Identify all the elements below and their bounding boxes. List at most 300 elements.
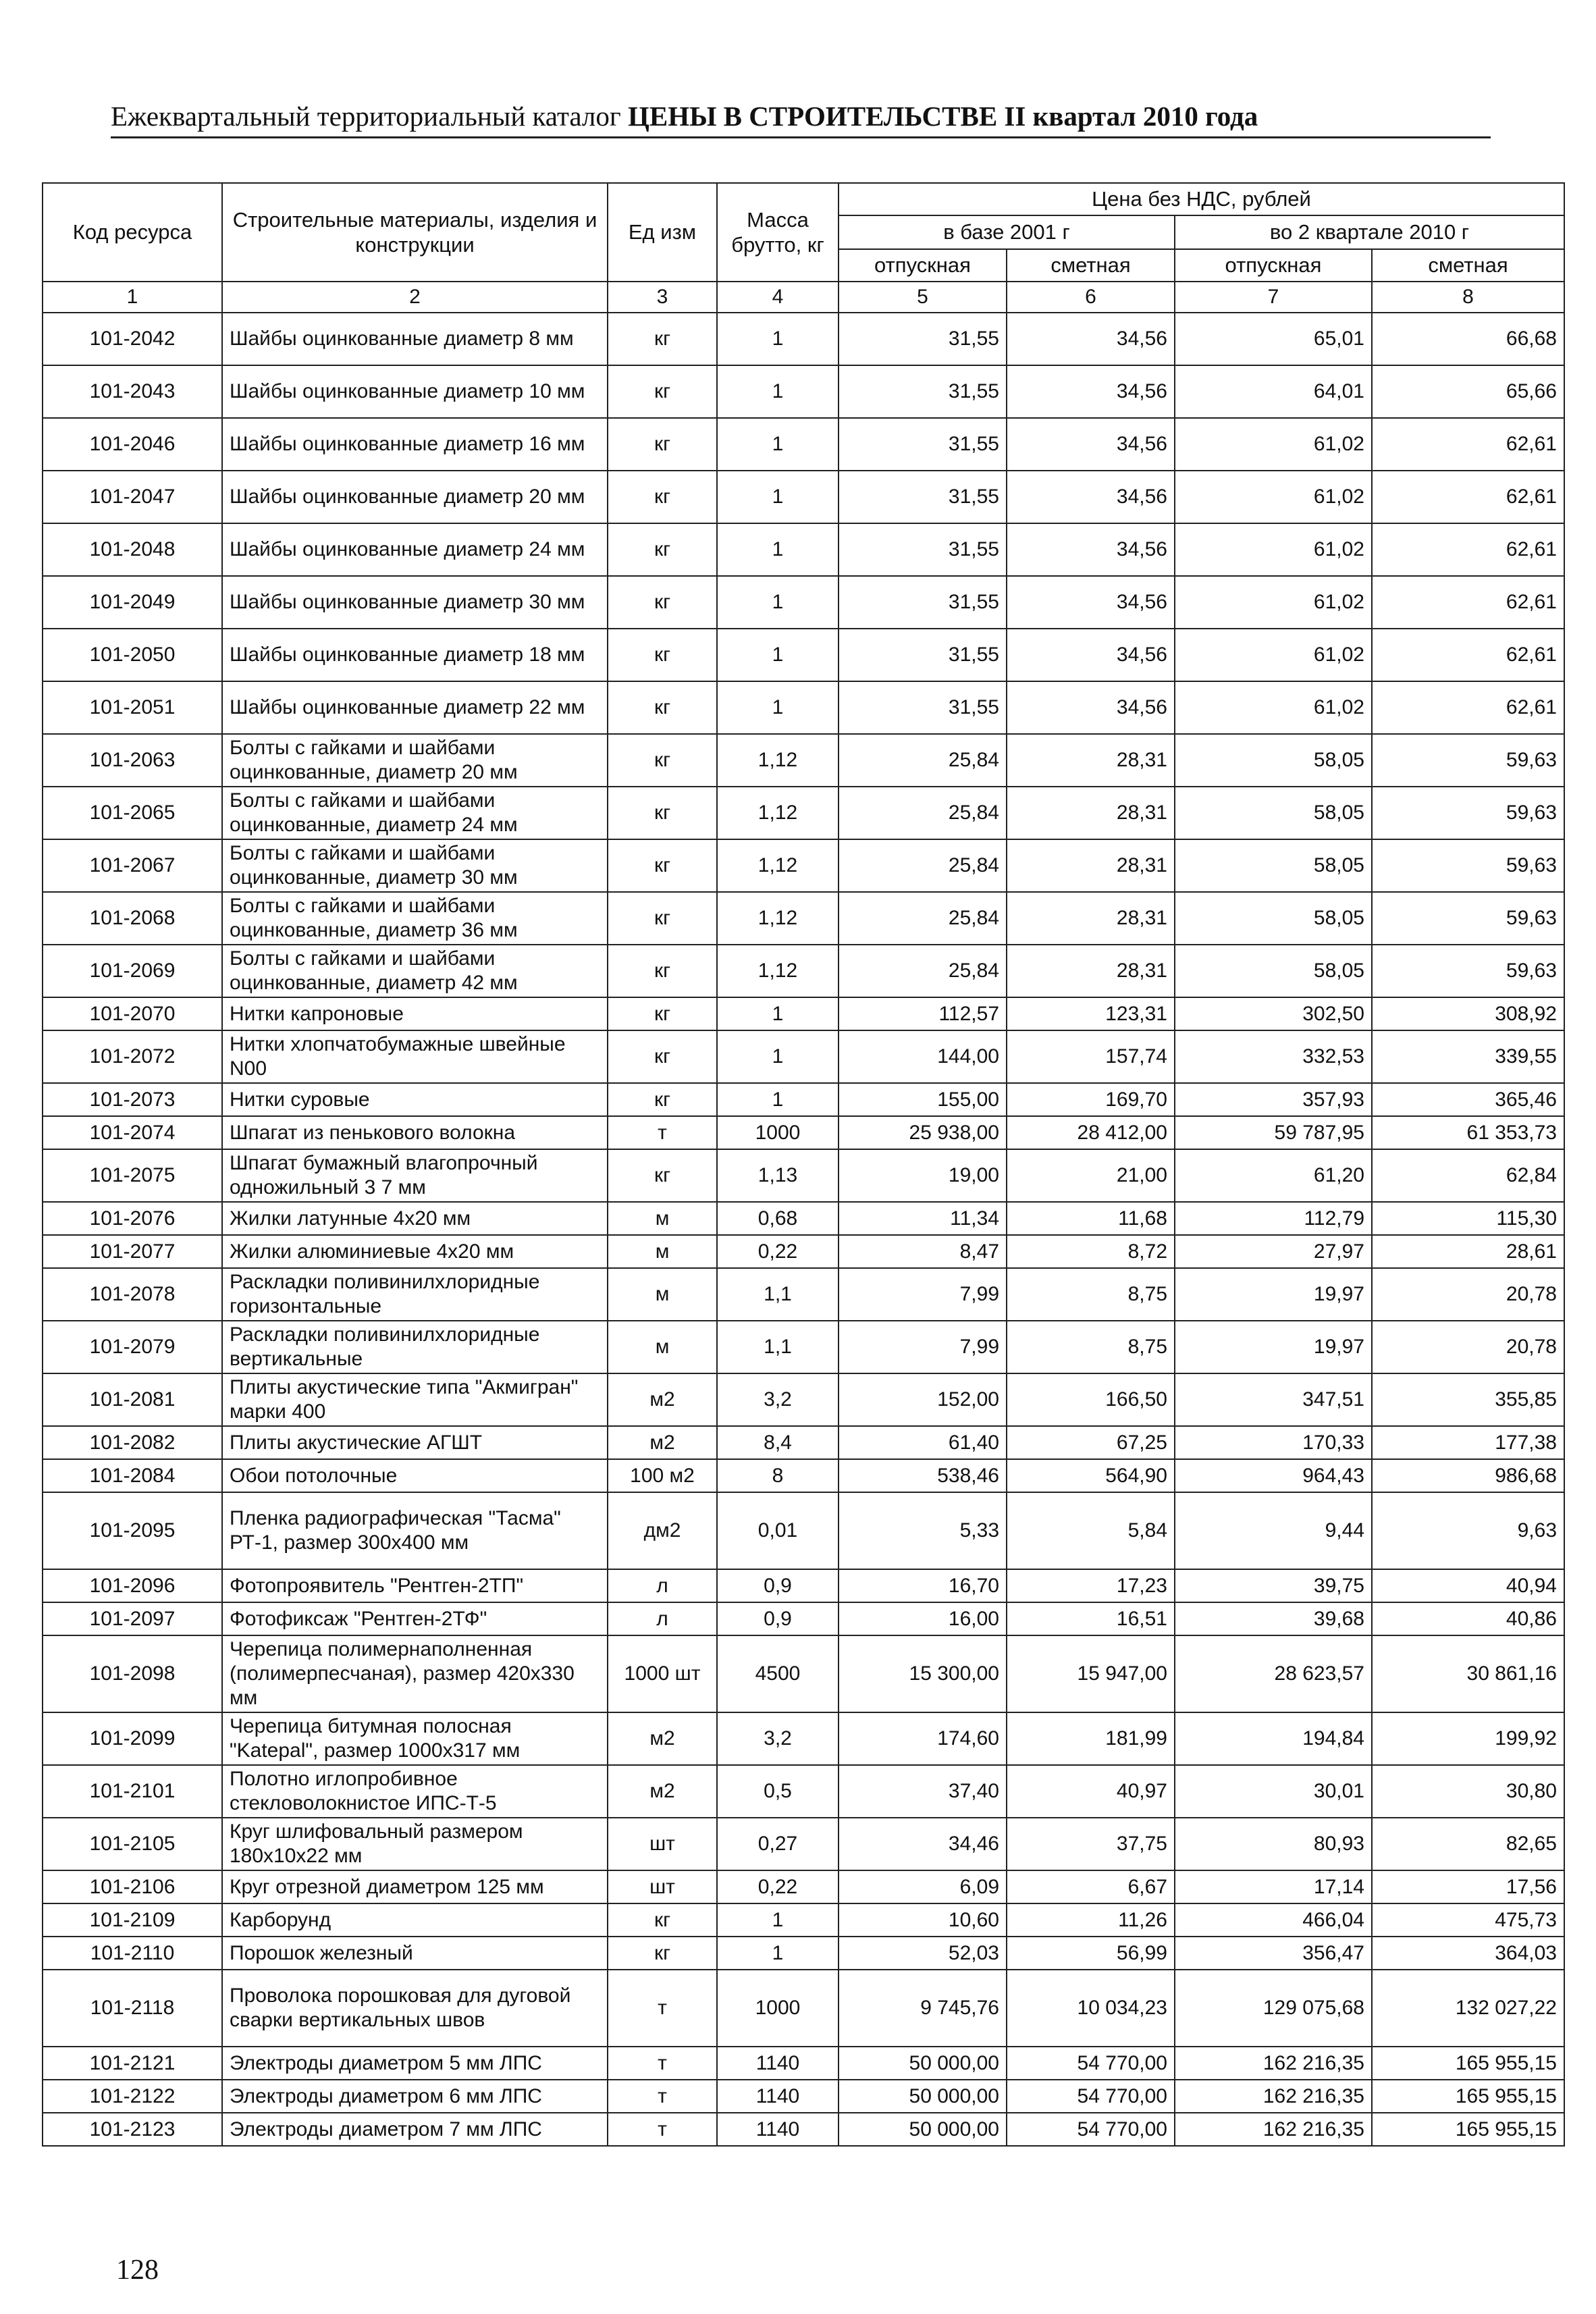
header-wholesale-2001: отпускная [839,249,1007,282]
material-name: Черепица полимернаполненная (полимерпесчаная), размер 420х330 мм [222,1635,608,1712]
price-estimate-2001: 8,72 [1007,1235,1175,1268]
resource-code: 101-2079 [43,1321,222,1373]
material-name: Обои потолочные [222,1459,608,1492]
price-estimate-2001: 34,56 [1007,418,1175,471]
price-estimate-2001: 34,56 [1007,629,1175,681]
price-wholesale-2010: 466,04 [1175,1903,1372,1937]
table-row [43,1268,1564,1321]
price-estimate-2001: 10 034,23 [1007,1970,1175,2047]
gross-mass: 1,12 [717,945,839,997]
price-wholesale-2010: 332,53 [1175,1030,1372,1083]
price-estimate-2001: 34,56 [1007,523,1175,576]
gross-mass: 1 [717,1030,839,1083]
unit: м [608,1202,717,1235]
gross-mass: 0,27 [717,1818,839,1870]
price-wholesale-2001: 7,99 [839,1268,1007,1321]
header-title: ЦЕНЫ В СТРОИТЕЛЬСТВЕ II квартал 2010 года [627,101,1258,132]
price-wholesale-2001: 16,70 [839,1569,1007,1602]
table-row [43,1202,1564,1235]
table-row [43,313,1564,365]
price-estimate-2010: 165 955,15 [1372,2047,1564,2080]
price-wholesale-2001: 25,84 [839,839,1007,892]
unit: дм2 [608,1492,717,1569]
unit: т [608,2047,717,2080]
resource-code: 101-2121 [43,2047,222,2080]
gross-mass: 4500 [717,1635,839,1712]
column-numbers-row [43,282,1564,313]
resource-code: 101-2074 [43,1116,222,1149]
price-estimate-2010: 475,73 [1372,1903,1564,1937]
gross-mass: 1 [717,997,839,1030]
price-wholesale-2010: 30,01 [1175,1765,1372,1818]
price-estimate-2001: 28,31 [1007,945,1175,997]
price-estimate-2010: 62,61 [1372,418,1564,471]
unit: т [608,1116,717,1149]
price-wholesale-2010: 58,05 [1175,787,1372,839]
material-name: Пленка радиографическая "Тасма" РТ-1, размер 300х400 мм [222,1492,608,1569]
price-estimate-2010: 59,63 [1372,787,1564,839]
price-wholesale-2001: 31,55 [839,365,1007,418]
price-wholesale-2010: 356,47 [1175,1937,1372,1970]
price-estimate-2001: 6,67 [1007,1870,1175,1903]
resource-code: 101-2068 [43,892,222,945]
unit: м [608,1235,717,1268]
resource-code: 101-2105 [43,1818,222,1870]
price-wholesale-2001: 31,55 [839,471,1007,523]
price-estimate-2010: 132 027,22 [1372,1970,1564,2047]
price-wholesale-2001: 31,55 [839,418,1007,471]
header-unit: Ед изм [608,183,717,282]
unit: кг [608,945,717,997]
page-number: 128 [116,2255,159,2286]
unit: м2 [608,1765,717,1818]
price-estimate-2010: 61 353,73 [1372,1116,1564,1149]
price-wholesale-2010: 58,05 [1175,945,1372,997]
price-wholesale-2010: 64,01 [1175,365,1372,418]
gross-mass: 1 [717,1083,839,1116]
unit: л [608,1569,717,1602]
price-estimate-2001: 28,31 [1007,892,1175,945]
price-wholesale-2001: 25 938,00 [839,1116,1007,1149]
price-estimate-2001: 34,56 [1007,365,1175,418]
unit: кг [608,1903,717,1937]
price-wholesale-2010: 357,93 [1175,1083,1372,1116]
price-estimate-2010: 17,56 [1372,1870,1564,1903]
price-estimate-2010: 355,85 [1372,1373,1564,1426]
gross-mass: 1000 [717,1970,839,2047]
price-wholesale-2001: 155,00 [839,1083,1007,1116]
gross-mass: 1,12 [717,734,839,787]
price-estimate-2001: 40,97 [1007,1765,1175,1818]
resource-code: 101-2122 [43,2080,222,2113]
resource-code: 101-2070 [43,997,222,1030]
gross-mass: 1 [717,629,839,681]
resource-code: 101-2078 [43,1268,222,1321]
unit: 1000 шт [608,1635,717,1712]
price-estimate-2001: 34,56 [1007,576,1175,629]
gross-mass: 0,01 [717,1492,839,1569]
price-estimate-2001: 15 947,00 [1007,1635,1175,1712]
price-estimate-2001: 28,31 [1007,734,1175,787]
unit: кг [608,1083,717,1116]
unit: т [608,2080,717,2113]
price-wholesale-2010: 19,97 [1175,1321,1372,1373]
table-row [43,734,1564,787]
material-name: Шайбы оцинкованные диаметр 24 мм [222,523,608,576]
price-wholesale-2001: 25,84 [839,892,1007,945]
unit: м2 [608,1373,717,1426]
price-estimate-2001: 28,31 [1007,787,1175,839]
material-name: Шайбы оцинкованные диаметр 16 мм [222,418,608,471]
column-number: 2 [222,282,608,313]
header-code: Код ресурса [43,183,222,282]
price-wholesale-2001: 50 000,00 [839,2047,1007,2080]
resource-code: 101-2076 [43,1202,222,1235]
table-row [43,2047,1564,2080]
price-wholesale-2010: 28 623,57 [1175,1635,1372,1712]
price-wholesale-2010: 39,68 [1175,1602,1372,1635]
table-row [43,1459,1564,1492]
price-wholesale-2001: 144,00 [839,1030,1007,1083]
price-estimate-2010: 339,55 [1372,1030,1564,1083]
price-estimate-2001: 17,23 [1007,1569,1175,1602]
resource-code: 101-2046 [43,418,222,471]
table-row [43,1149,1564,1202]
gross-mass: 1 [717,471,839,523]
gross-mass: 1 [717,681,839,734]
resource-code: 101-2051 [43,681,222,734]
unit: м2 [608,1426,717,1459]
table-row [43,997,1564,1030]
price-wholesale-2001: 34,46 [839,1818,1007,1870]
price-estimate-2010: 199,92 [1372,1712,1564,1765]
material-name: Раскладки поливинилхлоридные вертикальные [222,1321,608,1373]
material-name: Плиты акустические типа "Акмигран" марки 400 [222,1373,608,1426]
price-estimate-2001: 181,99 [1007,1712,1175,1765]
table-row [43,787,1564,839]
price-wholesale-2001: 25,84 [839,734,1007,787]
unit: кг [608,313,717,365]
price-wholesale-2001: 31,55 [839,681,1007,734]
price-estimate-2010: 59,63 [1372,892,1564,945]
price-estimate-2010: 62,84 [1372,1149,1564,1202]
resource-code: 101-2047 [43,471,222,523]
material-name: Шайбы оцинкованные диаметр 18 мм [222,629,608,681]
resource-code: 101-2075 [43,1149,222,1202]
unit: кг [608,681,717,734]
unit: л [608,1602,717,1635]
price-wholesale-2010: 347,51 [1175,1373,1372,1426]
catalog-header [111,100,1491,138]
price-wholesale-2010: 61,02 [1175,471,1372,523]
price-wholesale-2001: 7,99 [839,1321,1007,1373]
material-name: Шпагат из пенькового волокна [222,1116,608,1149]
resource-code: 101-2063 [43,734,222,787]
table-row [43,471,1564,523]
gross-mass: 0,68 [717,1202,839,1235]
unit: т [608,2113,717,2146]
resource-code: 101-2084 [43,1459,222,1492]
price-estimate-2001: 8,75 [1007,1321,1175,1373]
price-estimate-2001: 8,75 [1007,1268,1175,1321]
header-price: Цена без НДС, рублей [839,183,1564,215]
header-prefix: Ежеквартальный территориальный каталог [111,101,628,132]
price-estimate-2010: 59,63 [1372,734,1564,787]
resource-code: 101-2106 [43,1870,222,1903]
price-estimate-2010: 66,68 [1372,313,1564,365]
gross-mass: 0,22 [717,1235,839,1268]
table-row [43,892,1564,945]
table-row [43,1903,1564,1937]
price-estimate-2010: 364,03 [1372,1937,1564,1970]
table-row [43,1635,1564,1712]
table-row [43,1569,1564,1602]
resource-code: 101-2099 [43,1712,222,1765]
gross-mass: 1,12 [717,839,839,892]
table-row [43,2080,1564,2113]
table-row [43,629,1564,681]
gross-mass: 0,5 [717,1765,839,1818]
table-row [43,1870,1564,1903]
price-estimate-2001: 56,99 [1007,1937,1175,1970]
material-name: Жилки алюминиевые 4х20 мм [222,1235,608,1268]
table-row [43,1937,1564,1970]
price-wholesale-2001: 25,84 [839,945,1007,997]
price-wholesale-2010: 302,50 [1175,997,1372,1030]
unit: кг [608,1937,717,1970]
column-number: 6 [1007,282,1175,313]
price-wholesale-2010: 61,02 [1175,629,1372,681]
material-name: Шайбы оцинкованные диаметр 30 мм [222,576,608,629]
price-estimate-2010: 177,38 [1372,1426,1564,1459]
price-estimate-2010: 62,61 [1372,629,1564,681]
material-name: Нитки капроновые [222,997,608,1030]
unit: кг [608,892,717,945]
price-wholesale-2010: 61,02 [1175,523,1372,576]
price-estimate-2001: 28,31 [1007,839,1175,892]
price-wholesale-2010: 162 216,35 [1175,2113,1372,2146]
price-wholesale-2010: 61,02 [1175,418,1372,471]
price-estimate-2010: 62,61 [1372,576,1564,629]
price-wholesale-2010: 65,01 [1175,313,1372,365]
gross-mass: 1 [717,418,839,471]
table-row [43,2113,1564,2146]
price-estimate-2010: 40,94 [1372,1569,1564,1602]
table-row [43,1116,1564,1149]
table-row [43,1426,1564,1459]
resource-code: 101-2069 [43,945,222,997]
material-name: Плиты акустические АГШТ [222,1426,608,1459]
header-base-2001: в базе 2001 г [839,215,1175,249]
price-table [42,182,1565,2147]
resource-code: 101-2096 [43,1569,222,1602]
price-wholesale-2001: 10,60 [839,1903,1007,1937]
gross-mass: 3,2 [717,1373,839,1426]
material-name: Фотофиксаж "Рентген-2ТФ" [222,1602,608,1635]
price-wholesale-2010: 9,44 [1175,1492,1372,1569]
price-wholesale-2001: 31,55 [839,629,1007,681]
price-wholesale-2001: 31,55 [839,313,1007,365]
table-row [43,1492,1564,1569]
price-wholesale-2010: 17,14 [1175,1870,1372,1903]
price-estimate-2001: 67,25 [1007,1426,1175,1459]
column-number: 8 [1372,282,1564,313]
price-estimate-2010: 115,30 [1372,1202,1564,1235]
price-estimate-2010: 62,61 [1372,471,1564,523]
price-wholesale-2010: 964,43 [1175,1459,1372,1492]
material-name: Болты с гайками и шайбами оцинкованные, диаметр 30 мм [222,839,608,892]
unit: шт [608,1870,717,1903]
table-row [43,681,1564,734]
material-name: Шпагат бумажный влагопрочный одножильный 3 7 мм [222,1149,608,1202]
price-wholesale-2001: 25,84 [839,787,1007,839]
price-estimate-2001: 34,56 [1007,471,1175,523]
header-mass: Масса брутто, кг [717,183,839,282]
price-wholesale-2010: 61,20 [1175,1149,1372,1202]
price-wholesale-2010: 129 075,68 [1175,1970,1372,2047]
price-wholesale-2001: 6,09 [839,1870,1007,1903]
price-wholesale-2001: 52,03 [839,1937,1007,1970]
table-row [43,1970,1564,2047]
price-estimate-2001: 11,26 [1007,1903,1175,1937]
table-row [43,1373,1564,1426]
unit: 100 м2 [608,1459,717,1492]
gross-mass: 1140 [717,2047,839,2080]
price-wholesale-2001: 9 745,76 [839,1970,1007,2047]
resource-code: 101-2048 [43,523,222,576]
table-header [43,183,1564,313]
gross-mass: 8,4 [717,1426,839,1459]
material-name: Шайбы оцинкованные диаметр 8 мм [222,313,608,365]
table-row [43,1712,1564,1765]
gross-mass: 1 [717,313,839,365]
material-name: Карборунд [222,1903,608,1937]
price-estimate-2001: 21,00 [1007,1149,1175,1202]
unit: м [608,1268,717,1321]
price-wholesale-2001: 5,33 [839,1492,1007,1569]
price-wholesale-2010: 58,05 [1175,734,1372,787]
gross-mass: 8 [717,1459,839,1492]
material-name: Черепица битумная полосная "Katepal", размер 1000х317 мм [222,1712,608,1765]
unit: кг [608,471,717,523]
price-estimate-2010: 165 955,15 [1372,2113,1564,2146]
table-row [43,839,1564,892]
resource-code: 101-2050 [43,629,222,681]
gross-mass: 0,9 [717,1602,839,1635]
price-wholesale-2001: 112,57 [839,997,1007,1030]
price-wholesale-2001: 152,00 [839,1373,1007,1426]
price-estimate-2010: 59,63 [1372,945,1564,997]
gross-mass: 1,1 [717,1268,839,1321]
price-estimate-2001: 11,68 [1007,1202,1175,1235]
price-wholesale-2010: 80,93 [1175,1818,1372,1870]
gross-mass: 1 [717,576,839,629]
material-name: Болты с гайками и шайбами оцинкованные, диаметр 20 мм [222,734,608,787]
resource-code: 101-2123 [43,2113,222,2146]
price-estimate-2001: 54 770,00 [1007,2080,1175,2113]
price-estimate-2010: 986,68 [1372,1459,1564,1492]
unit: кг [608,734,717,787]
header-estimate-2001: сметная [1007,249,1175,282]
price-estimate-2001: 54 770,00 [1007,2113,1175,2146]
resource-code: 101-2109 [43,1903,222,1937]
unit: м [608,1321,717,1373]
price-estimate-2010: 20,78 [1372,1321,1564,1373]
table-row [43,1083,1564,1116]
table-row [43,1030,1564,1083]
table-row [43,365,1564,418]
unit: кг [608,629,717,681]
price-wholesale-2010: 162 216,35 [1175,2080,1372,2113]
price-wholesale-2001: 31,55 [839,523,1007,576]
resource-code: 101-2043 [43,365,222,418]
material-name: Раскладки поливинилхлоридные горизонтальные [222,1268,608,1321]
unit: кг [608,523,717,576]
material-name: Шайбы оцинкованные диаметр 20 мм [222,471,608,523]
price-wholesale-2010: 170,33 [1175,1426,1372,1459]
price-estimate-2010: 30,80 [1372,1765,1564,1818]
price-estimate-2010: 365,46 [1372,1083,1564,1116]
material-name: Нитки хлопчатобумажные швейные N00 [222,1030,608,1083]
table-row [43,1321,1564,1373]
price-estimate-2010: 28,61 [1372,1235,1564,1268]
gross-mass: 1 [717,1937,839,1970]
resource-code: 101-2065 [43,787,222,839]
table-body [43,313,1564,2146]
price-wholesale-2001: 8,47 [839,1235,1007,1268]
price-wholesale-2001: 50 000,00 [839,2080,1007,2113]
unit: кг [608,787,717,839]
material-name: Порошок железный [222,1937,608,1970]
material-name: Круг отрезной диаметром 125 мм [222,1870,608,1903]
unit: кг [608,418,717,471]
column-number: 1 [43,282,222,313]
price-wholesale-2001: 174,60 [839,1712,1007,1765]
resource-code: 101-2081 [43,1373,222,1426]
header-estimate-2010: сметная [1372,249,1564,282]
table-row [43,1818,1564,1870]
price-wholesale-2010: 59 787,95 [1175,1116,1372,1149]
price-estimate-2010: 9,63 [1372,1492,1564,1569]
table-row [43,1765,1564,1818]
gross-mass: 1000 [717,1116,839,1149]
price-wholesale-2010: 19,97 [1175,1268,1372,1321]
resource-code: 101-2110 [43,1937,222,1970]
gross-mass: 1,12 [717,892,839,945]
resource-code: 101-2098 [43,1635,222,1712]
resource-code: 101-2095 [43,1492,222,1569]
price-wholesale-2001: 61,40 [839,1426,1007,1459]
price-estimate-2010: 308,92 [1372,997,1564,1030]
unit: м2 [608,1712,717,1765]
column-number: 5 [839,282,1007,313]
price-wholesale-2001: 50 000,00 [839,2113,1007,2146]
unit: шт [608,1818,717,1870]
material-name: Проволока порошковая для дуговой сварки вертикальных швов [222,1970,608,2047]
table-row [43,418,1564,471]
resource-code: 101-2073 [43,1083,222,1116]
price-wholesale-2001: 15 300,00 [839,1635,1007,1712]
unit: кг [608,997,717,1030]
price-estimate-2010: 59,63 [1372,839,1564,892]
gross-mass: 0,9 [717,1569,839,1602]
price-estimate-2001: 34,56 [1007,313,1175,365]
price-wholesale-2010: 162 216,35 [1175,2047,1372,2080]
resource-code: 101-2072 [43,1030,222,1083]
material-name: Электроды диаметром 7 мм ЛПС [222,2113,608,2146]
price-estimate-2010: 82,65 [1372,1818,1564,1870]
price-estimate-2010: 40,86 [1372,1602,1564,1635]
